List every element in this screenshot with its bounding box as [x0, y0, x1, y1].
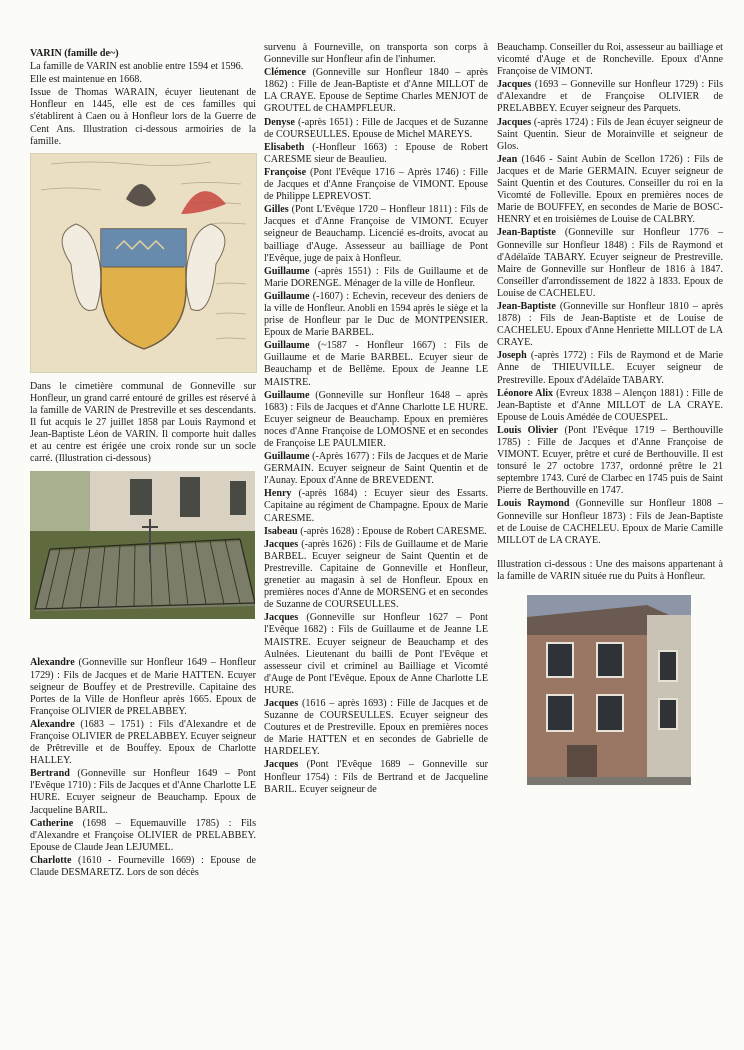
entry-jacques-1689: Jacques (Pont l'Evêque 1689 – Gonneville sur Honfleur 1754) : Fils de Bertrand et de Jacqueline BARIL. Ecuyer seigneur de — [264, 759, 488, 795]
entry-bertrand: Bertrand (Gonneville sur Honfleur 1649 – Pont l'Evêque 1710) : Fils de Jacques et d'Anne Charlotte LE HURE. Ecuyer seigneur de Beauchamp. Epoux de Jacqueline BARIL. — [30, 768, 256, 816]
cemetery-plot-drawing — [30, 471, 255, 619]
entry-jacques-1626: Jacques (-après 1626) : Fils de Guillaume et de Marie BARBEL. Ecuyer seigneur de Saint Quentin et de Prestreville. Capitaine de Gonneville et Honfleur, grenetier au magasin à sel de Honfleur. Epoux en premières noces d'Anne de MORSENG et en secondes de Suzanne de COURSEULLES. — [264, 538, 488, 611]
entry-alexandre-1649: Alexandre (Gonneville sur Honfleur 1649 – Honfleur 1729) : Fils de Jacques et de Marie HATTEN. Ecuyer seigneur de Bouffey et de Prestreville. Capitaine des Portes de la Ville de Honfleur après 1665. Epoux de Françoise OLIVIER de PRELABBEY. — [30, 657, 256, 717]
entry-elisabeth: Elisabeth (-Honfleur 1663) : Epouse de Robert CARESME sieur de Beaulieu. — [264, 141, 489, 165]
house-facade-drawing — [527, 595, 691, 785]
column-1 — [30, 48, 256, 880]
intro-paragraph-2: Elle est maintenue en 1668. — [30, 74, 142, 86]
entry-leonore-alix: Léonore Alix (Evreux 1838 – Alençon 1881) : Fille de Jean-Baptiste et d'Anne MILLOT de LA CRAYE. Epouse de Louis Amédée de COUESPEL. — [497, 387, 723, 423]
family-heading: VARIN (famille de~) — [30, 48, 119, 59]
entry-joseph: Joseph (-après 1772) : Fils de Raymond et de Marie Anne de THIEUVILLE. Ecuyer seigneur de Prestreville. Epoux d'Adélaïde TABARY. — [497, 350, 723, 386]
cemetery-photo — [30, 471, 255, 619]
entry-gilles: Gilles (Pont L'Evêque 1720 – Honfleur 1811) : Fils de Jacques et d'Anne Françoise de VIMONT. Ecuyer seigneur de Beauchamp. Licencié es-droits, avocat au bailliage d'Auge. Assesseur au bailliage de Pont l'Evêque, juge de paix à Honfleur. — [264, 204, 488, 264]
entry-isabeau: Isabeau (-après 1628) : Epouse de Robert CARESME. — [264, 525, 487, 537]
entry-guillaume-1677: Guillaume (-Après 1677) : Fils de Jacques et de Marie GERMAIN. Ecuyer seigneur de Saint Quentin et de l'Aunay. Epoux d'Anne de BREVEDENT. — [264, 451, 488, 487]
house-photo — [527, 595, 691, 785]
entry-francoise: Françoise (Pont l'Evêque 1716 – Après 1746) : Fille de Jacques et d'Anne Françoise de VIMONT. Epouse de Philippe LEPREVOST. — [264, 166, 488, 203]
column-2 — [264, 42, 488, 797]
entry-jacques-1724: Jacques (-après 1724) : Fils de Jean écuyer seigneur de Saint Quentin. Sieur de Morainville et seigneur de Glos. — [497, 116, 723, 152]
entry-jean-baptiste-1776: Jean-Baptiste (Gonneville sur Honfleur 1776 – Gonneville sur Honfleur 1848) : Fils de Raymond et d'Adélaïde TABARY. Ecuyer seigneur de Prestreville. Maire de Gonneville sur Honfleur de 1816 à 1847. Conseiller d'arrondissement de 1822 à 1833. Epoux de Louise de CACHELEU. — [497, 227, 723, 299]
intro-paragraph-3: Issue de Thomas WARAIN, écuyer lieutenant de Honfleur en 1445, elle est de ces familles qui s'établirent à Caen ou à Honfleur lors de la Guerre de Cent Ans. Illustration ci-dessous armoiries de la famille. — [30, 87, 256, 147]
jacques-continuation: Beauchamp. Conseiller du Roi, assesseur au bailliage et vicomté d'Auge et de Roncheville. Epoux d'Anne Françoise de VIMONT. — [497, 42, 723, 78]
entry-louis-raymond: Louis Raymond (Gonneville sur Honfleur 1808 – Gonneville sur Honfleur 1873) : Fils de Jean-Baptiste et de Louise de CACHELEU. Epoux de Marie Camille MILLOT de LA CRAYE. — [497, 498, 723, 546]
entry-guillaume-1648: Guillaume (Gonneville sur Honfleur 1648 – après 1683) : Fils de Jacques et d'Anne Charlotte LE HURE. Ecuyer seigneur de Beauchamp. Epoux en premières noces d'Anne Françoise de LOMOSNE et en secondes de Françoise LE PAULMIER. — [264, 389, 488, 449]
column-3 — [497, 42, 723, 785]
coat-of-arms-illustration — [30, 153, 257, 373]
entry-guillaume-1551: Guillaume (-après 1551) : Fils de Guillaume et de Marie DORENGE. Ménager de la ville de Honfleur. — [264, 265, 488, 289]
intro-paragraph-1: La famille de VARIN est anoblie entre 1594 et 1596. — [30, 61, 244, 73]
cemetery-paragraph: Dans le cimetière communal de Gonneville sur Honfleur, un grand carré entouré de grilles est réservé à la famille de VARIN de Prestreville et ses descendants. Il fut acquis le 27 juillet 1858 par Louis Raymond et Jean-Baptiste Léon de VARIN. Il comporte huit dalles et au centre est érigée une croix ronde sur un socle carré. (Illustration ci-dessous) — [30, 380, 256, 465]
house-caption: Illustration ci-dessous : Une des maisons appartenant à la famille de VARIN située rue du Puits à Honfleur. — [497, 558, 723, 582]
entry-jacques-1616: Jacques (1616 – après 1693) : Fille de Jacques et de Suzanne de COURSEULLES. Ecuyer seigneur des Coutures et de Prestreville. Epoux en premières noces de Marie HATTEN et en secondes de Gabrielle de HARDELEY. — [264, 697, 488, 758]
coat-of-arms-drawing — [31, 154, 256, 372]
entry-catherine: Catherine (1698 – Equemauville 1785) : Fils d'Alexandre et Françoise OLIVIER de PRELABBEY. Epouse de Claude Jean LEJUMEL. — [30, 817, 256, 853]
entry-charlotte: Charlotte (1610 - Fourneville 1669) : Epouse de Claude DESMARETZ. Lors de son décès — [30, 854, 256, 878]
entry-clemence: Clémence (Gonneville sur Honfleur 1840 – après 1862) : Fille de Jean-Baptiste et d'Anne MILLOT de LA CRAYE. Epouse de Septime Charles MENJOT de GROUTEL de CHAMPFLEUR. — [264, 67, 488, 115]
entry-jacques-1627: Jacques (Gonneville sur Honfleur 1627 – Pont l'Evêque 1682) : Fils de Guillaume et de Jeanne LE MAISTRE. Ecuyer seigneur de Beauchamp et des Aulnées. Lieutenant du bailli de Pont l'Evêque et assesseur civil et criminel au Bailliage et Vicomté d'Auge de Pont l'Evêque. Epoux de Anne Charlotte LE HURE. — [264, 612, 488, 696]
entry-denyse: Denyse (-après 1651) : Fille de Jacques et de Suzanne de COURSEULLES. Epouse de Michel MAREYS. — [264, 116, 488, 140]
entry-guillaume-1587: Guillaume (~1587 - Honfleur 1667) : Fils de Guillaume et de Marie BARBEL. Ecuyer sieur de Beauchamp et de Bellême. Epoux de Jeanne LE MAISTRE. — [264, 340, 488, 388]
entry-henry: Henry (-après 1684) : Ecuyer sieur des Essarts. Capitaine au régiment de Champagne. Epoux de Marie CARESME. — [264, 488, 488, 524]
entry-jean-baptiste-1810: Jean-Baptiste (Gonneville sur Honfleur 1810 – après 1878) : Fils de Jean-Baptiste et de Louise de CACHELEU. Epoux d'Anne Henriette MILLOT de LA CRAYE. — [497, 300, 723, 349]
entry-jacques-1693: Jacques (1693 – Gonneville sur Honfleur 1729) : Fils d'Alexandre et de Françoise OLIVIER de PRELABBEY. Ecuyer seigneur des Parquets. — [497, 79, 723, 115]
entry-jean: Jean (1646 - Saint Aubin de Scellon 1726) : Fils de Jacques et de Marie GERMAIN. Ecuyer seigneur de Saint Quentin et des Coutures. Conseiller du roi en la Vicomté de Folleville. Epoux en premières noces de Marie de BOUFFEY, en secondes de Marie de BOSC-HENRY et en troisièmes de Louise de CALBRY. — [497, 153, 723, 226]
entry-guillaume-1607: Guillaume (-1607) : Echevin, receveur des deniers de la ville de Honfleur. Anobli en 1594 après le siège et la prise de Honfleur par le Duc de MONTPENSIER. Epoux de Marie BARBEL. — [264, 290, 488, 339]
entry-louis-olivier: Louis Olivier (Pont l'Evêque 1719 – Berthouville 1785) : Fille de Jacques et d'Anne Françoise de VIMONT. Ecuyer, prêtre et curé de Berthouville. Il est tonsuré le 27 octobre 1737, ordonné prêtre le 21 septembre 1743. Curé de Clarbec en 1745 puis de Saint Pierre de Berthouville en 1747. — [497, 424, 723, 497]
entry-alexandre-1683: Alexandre (1683 – 1751) : Fils d'Alexandre et de Françoise OLIVIER de PRELABBEY. Ecuyer seigneur de Prêtreville et de Bouffey. Epoux de Charlotte HALLEY. — [30, 718, 256, 767]
charlotte-continuation: survenu à Fourneville, on transporta son corps à Gonneville sur Honfleur afin de l'inhumer. — [264, 42, 488, 66]
